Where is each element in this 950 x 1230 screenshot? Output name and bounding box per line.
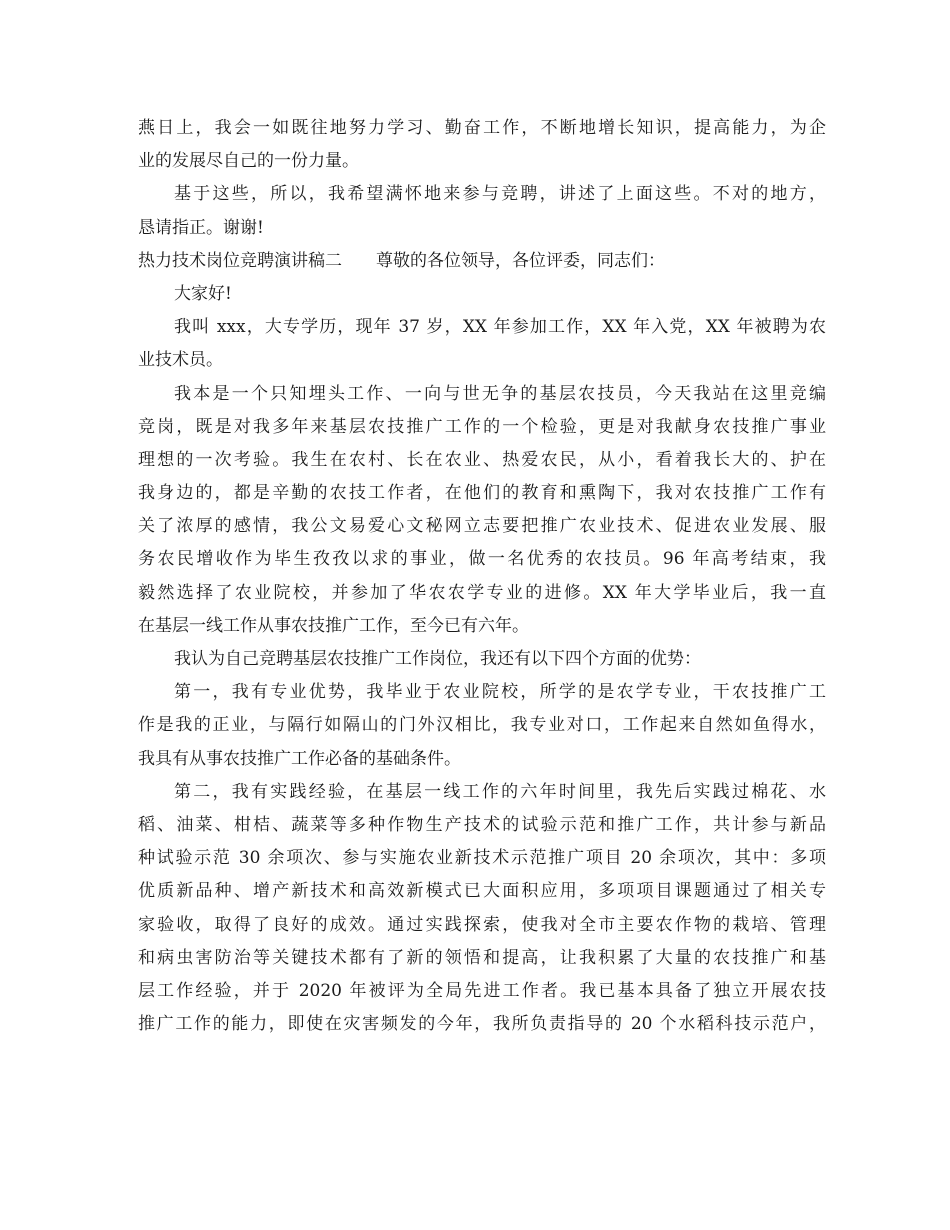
- text-line: 和病虫害防治等关键技术都有了新的领悟和提高，让我积累了大量的农技推广和基: [138, 947, 826, 968]
- title-gap: [342, 245, 376, 278]
- section-title: 热力技术岗位竞聘演讲稿二: [138, 250, 342, 271]
- text-line: 第一，我有专业优势，我毕业于农业院校，所学的是农学专业，干农技推广工: [174, 682, 826, 703]
- salutation: 尊敬的各位领导，各位评委，同志们：: [376, 250, 665, 271]
- text-line: 我本是一个只知埋头工作、一向与世无争的基层农技员，今天我站在这里竞编: [174, 383, 826, 404]
- text-line: 我具有从事农技推广工作必备的基础条件。: [138, 748, 461, 769]
- section-title-line: [138, 245, 826, 278]
- text-line: 在基层一线工作从事农技推广工作，至今已有六年。: [138, 615, 529, 636]
- document-page: [138, 112, 826, 1041]
- text-line: 优质新品种、增产新技术和高效新模式已大面积应用，多项项目课题通过了相关专: [138, 881, 826, 902]
- text-line: 恳请指正。谢谢!: [138, 217, 264, 238]
- text-line: 我叫 xxx，大专学历，现年 37 岁，XX 年参加工作，XX 年入党，XX 年被聘为农: [174, 317, 826, 338]
- text-line: 燕日上，我会一如既往地努力学习、勤奋工作，不断地增长知识，提高能力，为企: [138, 118, 826, 138]
- text-line: 大家好!: [174, 283, 232, 304]
- text-line: 务农民增收作为毕生孜孜以求的事业，做一名优秀的农技员。96 年高考结束，我: [138, 549, 826, 570]
- text-line: 业的发展尽自己的一份力量。: [138, 151, 359, 172]
- text-line: 理想的一次考验。我生在农村、长在农业、热爱农民，从小，看着我长大的、护在: [138, 449, 826, 470]
- text-line: 竞岗，既是对我多年来基层农技推广工作的一个检验，更是对我献身农技推广事业: [138, 416, 826, 437]
- text-line: 第二，我有实践经验，在基层一线工作的六年时间里，我先后实践过棉花、水: [174, 781, 826, 802]
- text-line: 家验收，取得了良好的成效。通过实践探索，使我对全市主要农作物的栽培、管理: [138, 914, 826, 935]
- text-line: 毅然选择了农业院校，并参加了华农农学专业的进修。XX 年大学毕业后，我一直: [138, 582, 826, 603]
- text-line: 我认为自己竞聘基层农技推广工作岗位，我还有以下四个方面的优势：: [174, 649, 701, 669]
- text-line: 我身边的，都是辛勤的农技工作者，在他们的教育和熏陶下，我对农技推广工作有: [138, 483, 826, 504]
- text-line: 稻、油菜、柑桔、蔬菜等多种作物生产技术的试验示范和推广工作，共计参与新品: [138, 814, 826, 835]
- text-line: 关了浓厚的感情，我公文易爱心文秘网立志要把推广农业技术、促进农业发展、服: [138, 516, 826, 537]
- text-line: 业技术员。: [138, 350, 223, 371]
- text-line: 基于这些，所以，我希望满怀地来参与竞聘，讲述了上面这些。不对的地方，: [174, 184, 826, 205]
- text-line: 推广工作的能力，即使在灾害频发的今年，我所负责指导的 20 个水稻科技示范户，: [138, 1014, 826, 1035]
- text-line: 种试验示范 30 余项次、参与实施农业新技术示范推广项目 20 余项次，其中：多项: [138, 848, 826, 869]
- text-line: 作是我的正业，与隔行如隔山的门外汉相比，我专业对口，工作起来自然如鱼得水，: [138, 715, 826, 736]
- text-line: 层工作经验，并于 2020 年被评为全局先进工作者。我已基本具备了独立开展农技: [138, 980, 826, 1001]
